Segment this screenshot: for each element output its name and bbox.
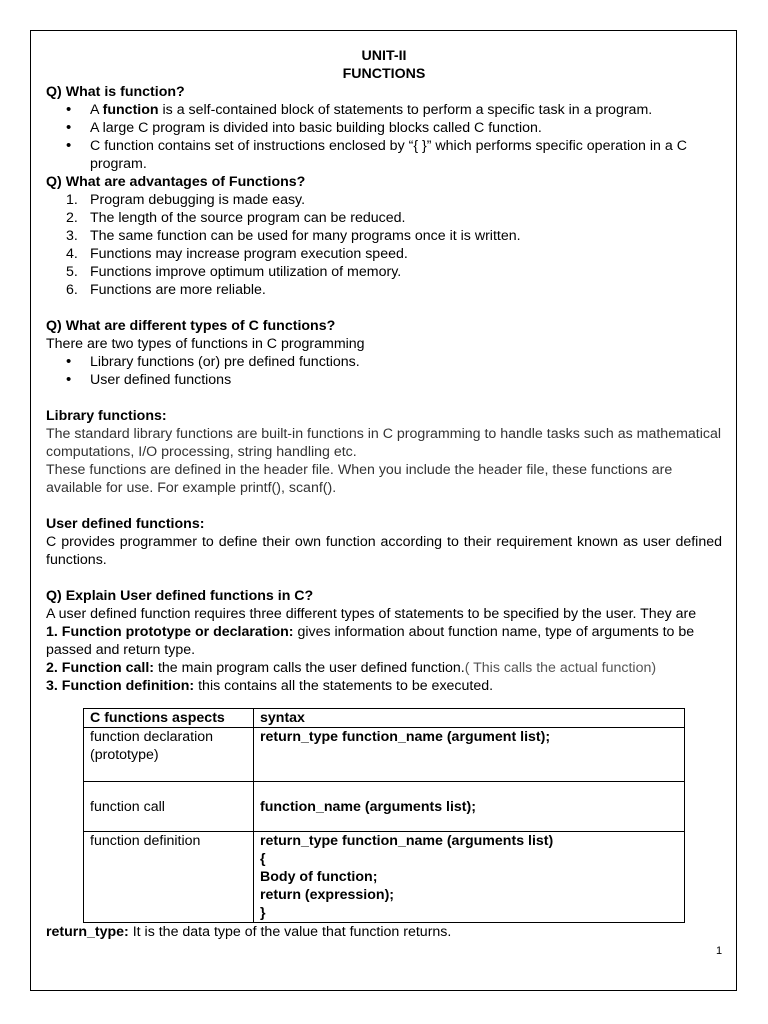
statement-prototype [46,623,722,659]
return-type-text: It is the data type of the value that function returns. [128,924,452,940]
table-header-syntax: syntax [254,709,685,728]
return-type-note [46,923,722,941]
item-number: 5. [66,264,78,280]
table-cell-aspect: function declaration (prototype) [84,728,254,782]
spacer [46,389,722,407]
item-text: The length of the source program can be reduced. [90,210,406,226]
list-item: • C function contains set of instructions enclosed by “{ }” which performs specific operation in a C program. [90,137,722,173]
user-defined-heading: User defined functions: [46,516,205,532]
table-cell-aspect: function definition [84,832,254,923]
code-line: { [260,851,266,867]
statement-call [46,659,722,677]
list-item: • A large C program is divided into basic building blocks called C function. [90,119,722,137]
item-number: 1. [66,192,78,208]
list-item [66,227,722,245]
item-number: 4. [66,246,78,262]
statement-text: the main program calls the user defined function. [154,660,465,676]
item-text: The same function can be used for many programs once it is written. [90,228,521,244]
table-row [84,728,685,782]
question-advantages: Q) What are advantages of Functions? [46,174,306,190]
statement-text: this contains all the statements to be executed. [194,678,494,694]
text: A [90,102,103,118]
user-defined-intro: A user defined function requires three different types of statements to be specified by the user. They are [46,606,697,622]
statement-label: 3. Function definition: [46,678,195,694]
types-list [46,353,722,389]
library-paragraph-1: The standard library functions are built-in functions in C programming to handle tasks such as mathematical computations, I/O processing, string handling etc. [46,426,722,460]
list-item: • User defined functions [90,371,722,389]
item-text: Functions improve optimum utilization of memory. [90,264,402,280]
spacer [46,569,722,587]
types-intro: There are two types of functions in C programming [46,336,365,352]
list-item [66,245,722,263]
page-number: 1 [716,945,723,957]
item-text: Functions are more reliable. [90,282,266,298]
table-cell-aspect: function call [84,782,254,832]
document-body [46,47,722,941]
list-item [66,263,722,281]
spacer [46,497,722,515]
library-paragraph-2: These functions are defined in the header file. When you include the header file, these functions are available for use. For example printf(), scanf(). [46,462,673,496]
question-what-is-function: Q) What is function? [46,84,185,100]
item-number: 6. [66,282,78,298]
statement-text: gives information about function name, type of arguments to be passed and return type. [46,624,695,658]
library-functions-heading: Library functions: [46,408,167,424]
table-cell-syntax: return_type function_name (argument list); [254,728,685,782]
statement-definition [46,677,722,695]
list-item [66,209,722,227]
return-type-label: return_type: [46,924,129,940]
table-row [84,832,685,923]
user-defined-paragraph: C provides programmer to define their own function according to their requirement known as user defined functions. [46,534,722,568]
code-line: return_type function_name (arguments list) [260,833,554,849]
function-definition-list [46,101,722,173]
advantages-list [46,191,722,299]
item-number: 2. [66,210,78,226]
function-aspects-table [83,708,685,923]
code-line: return (expression); [260,887,395,903]
table-cell-syntax: function_name (arguments list); [254,782,685,832]
question-types: Q) What are different types of C functions? [46,318,336,334]
code-line: Body of function; [260,869,378,885]
item-text: Functions may increase program execution speed. [90,246,408,262]
question-explain-user-defined: Q) Explain User defined functions in C? [46,588,314,604]
statement-label: 1. Function prototype or declaration: [46,624,294,640]
table-cell-syntax [254,832,685,923]
list-item: • Library functions (or) pre defined functions. [90,353,722,371]
item-number: 3. [66,228,78,244]
bold-term: function [102,102,159,118]
item-text: Program debugging is made easy. [90,192,306,208]
code-line: } [260,905,266,921]
unit-label: UNIT-II [361,48,407,64]
text: is a self-contained block of statements to perform a specific task in a program. [158,102,653,118]
list-item [90,101,722,119]
statement-label: 2. Function call: [46,660,154,676]
statement-note: ( This calls the actual function) [464,660,657,676]
table-header-aspects: C functions aspects [84,709,254,728]
table-row [84,782,685,832]
page-title: FUNCTIONS [342,66,426,82]
table-header-row [84,709,685,728]
list-item [66,191,722,209]
list-item [66,281,722,299]
spacer [46,299,722,317]
